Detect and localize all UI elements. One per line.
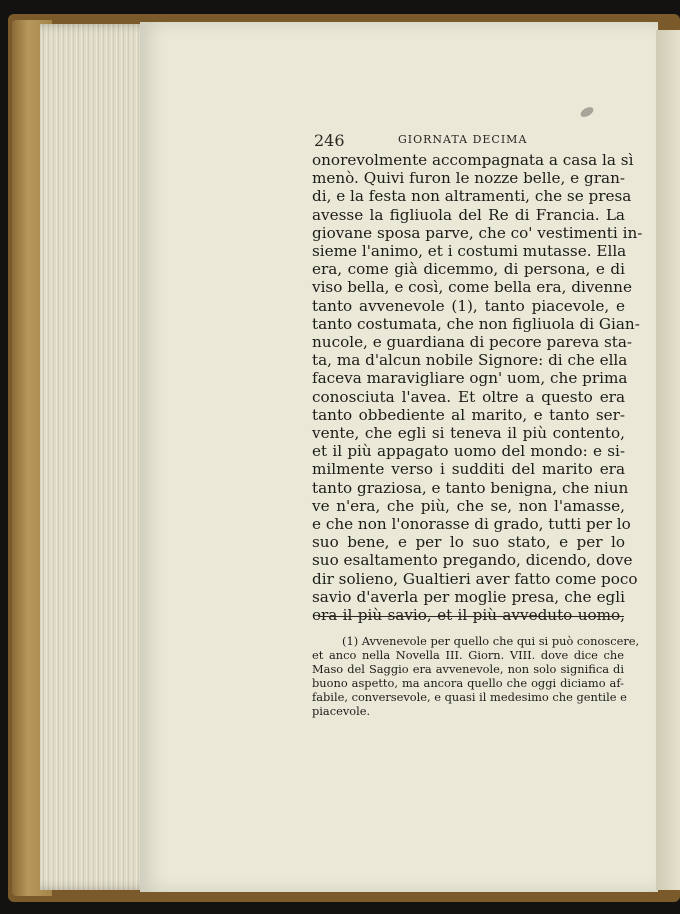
text-line: ve n'era, che più, che se, non l'amasse, (312, 496, 625, 515)
text-line: nucole, e guardiana di pecore pareva sta- (312, 333, 633, 352)
page-number: 246 (314, 131, 345, 150)
text-line: onorevolmente accompagnata a casa la sì (312, 151, 634, 169)
text-line: menò. Quivi furon le nozze belle, e gran- (312, 169, 625, 188)
text-line: tanto graziosa, e tanto benigna, che niun (312, 478, 629, 497)
text-line: savio d'averla per moglie presa, che egli (312, 587, 625, 606)
footnote-line: buono aspetto, ma ancora quello che oggi diciamo af- (312, 676, 624, 690)
text-line: tanto avvenevole (1), tanto piacevole, e (312, 296, 625, 315)
footnote-divider (318, 616, 624, 617)
text-line: tanto costumata, che non figliuola di Gian- (312, 314, 640, 333)
text-line: di, e la festa non altramenti, che se presa (312, 187, 632, 206)
text-line: vente, che egli si teneva il più contento, (312, 424, 625, 443)
next-page-edge (656, 30, 680, 890)
text-line: sieme l'animo, et i costumi mutasse. Ella (312, 242, 627, 261)
text-line: giovane sposa parve, che co' vestimenti in- (312, 223, 643, 242)
footnote-line: et anco nella Novella III. Giorn. VIII. dove dice che (312, 648, 624, 662)
text-line: avesse la figliuola del Re di Francia. La (312, 205, 625, 224)
footnote-line: Maso del Saggio era avvenevole, non solo significa di (312, 662, 624, 676)
body-text (312, 151, 643, 625)
text-line: tanto obbediente al marito, e tanto ser- (312, 405, 625, 424)
running-head: GIORNATA DECIMA (398, 133, 528, 146)
text-line: viso bella, e così, come bella era, divenne (312, 278, 632, 297)
page-header (314, 131, 624, 151)
footnote-line: fabile, conversevole, e quasi il medesimo che gentile e (312, 690, 627, 704)
text-line: et il più appagato uomo del mondo: e si- (312, 442, 625, 461)
footnote-line: piacevole. (312, 704, 371, 718)
text-line: suo esaltamento pregando, dicendo, dove (312, 551, 633, 570)
text-line: ta, ma d'alcun nobile Signore: di che ella (312, 351, 628, 370)
text-line: faceva maravigliare ogn' uom, che prima (312, 369, 628, 388)
text-line: era, come già dicemmo, di persona, e di (312, 260, 625, 279)
footnote-line: (1) Avvenevole per quello che qui si può conoscere, (342, 634, 640, 648)
text-line: dir solieno, Gualtieri aver fatto come poco (312, 569, 638, 588)
footnote (312, 634, 640, 718)
text-line: milmente verso i sudditi del marito era (312, 460, 625, 479)
text-line: e che non l'onorasse di grado, tutti per lo (312, 515, 631, 534)
text-line: era il più savio, et il più avveduto uomo, (312, 606, 625, 625)
text-line: conosciuta l'avea. Et oltre a questo era (312, 387, 625, 406)
text-line: suo bene, e per lo suo stato, e per lo (312, 533, 625, 552)
